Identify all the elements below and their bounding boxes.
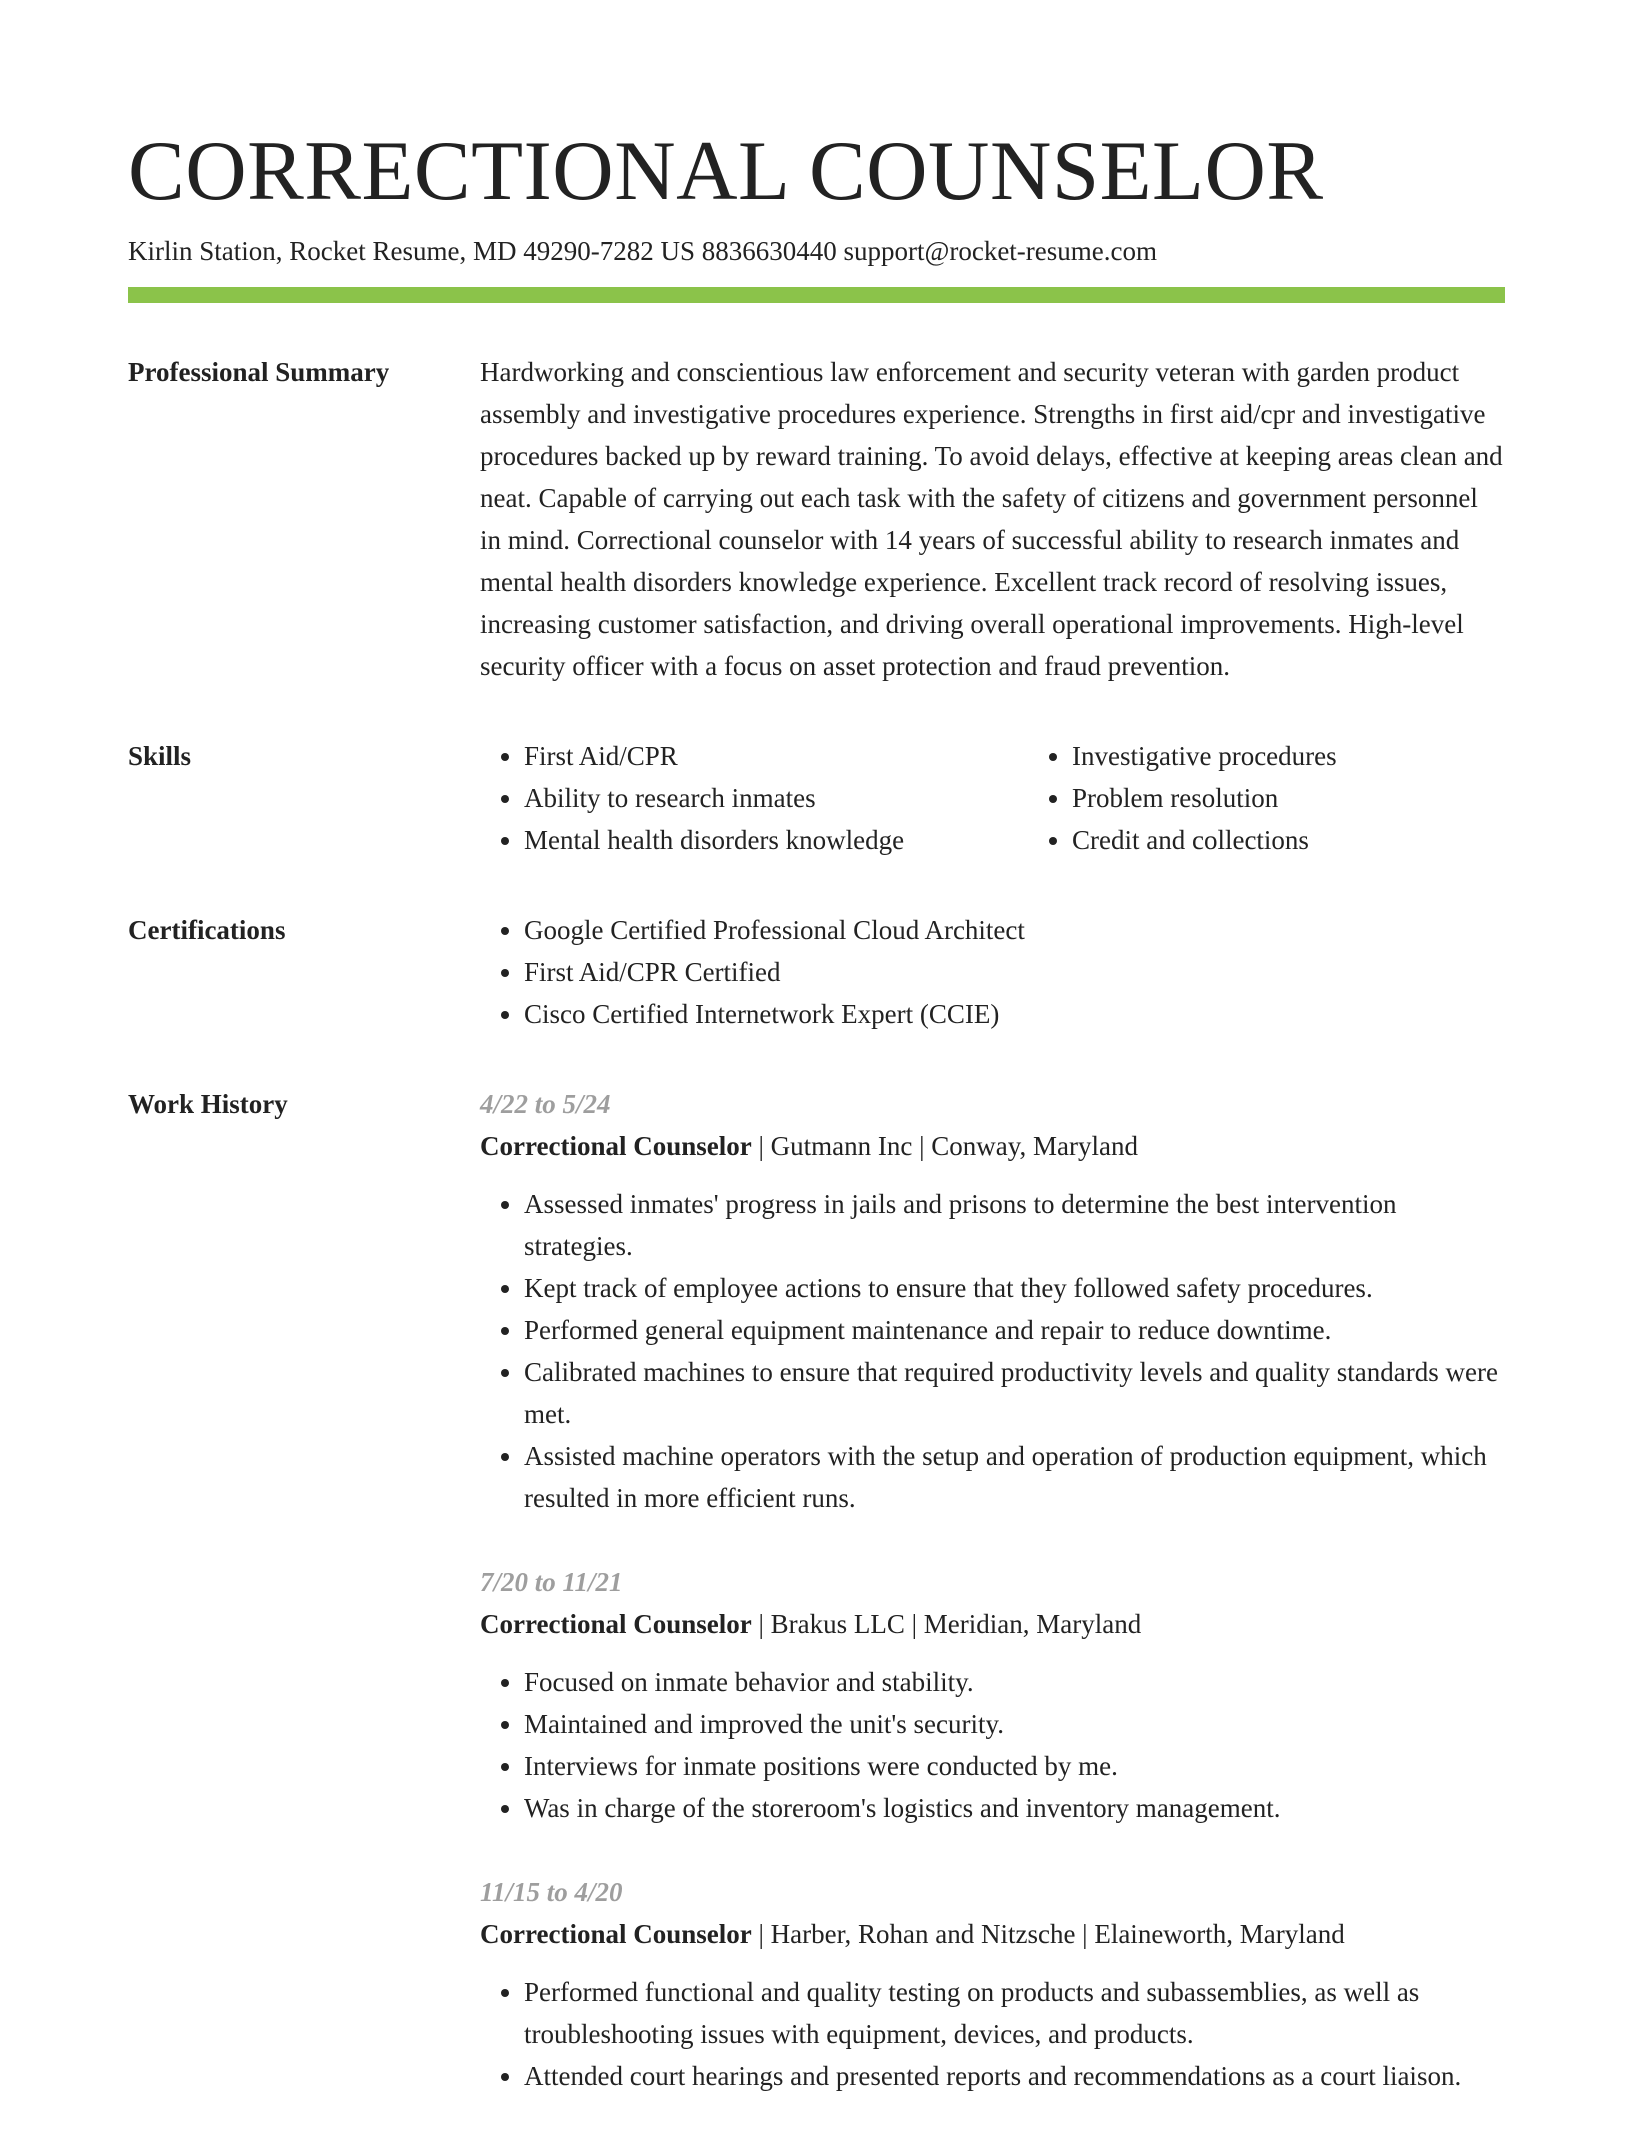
job-header [480,1913,1505,1955]
job-details: | Brakus LLC | Meridian, Maryland [751,1609,1142,1639]
section-title-skills: Skills [128,741,192,771]
job-bullet: • Performed general equipment maintenance and repair to reduce downtime. [524,1309,1505,1351]
skill-item: • Ability to research inmates [524,777,1028,819]
certifications-body [480,909,1505,1035]
job-bullet: • Kept track of employee actions to ensure that they followed safety procedures. [524,1267,1505,1309]
summary-text: Hardworking and conscientious law enforcement and security veteran with garden product assembly and investigative procedures experience. Strengths in first aid/cpr and investigative procedures backed up by reward training. To avoid delays, effective at keeping areas clean and neat. Capable of carrying out each task with the safety of citizens and government personnel in mind. Correctional counselor with 14 years of successful ability to research inmates and mental health disorders knowledge experience. Excellent track record of resolving issues, increasing customer satisfaction, and driving overall operational improvements. High-level security officer with a focus on asset protection and fraud prevention. [480,357,1503,681]
work-history-body [480,1083,1505,2139]
job-bullet: • Interviews for inmate positions were conducted by me. [524,1745,1505,1787]
skills-body [480,735,1505,861]
job-bullets [480,1971,1505,2097]
section-title-summary: Professional Summary [128,357,390,387]
job-bullet: • Calibrated machines to ensure that required productivity levels and quality standards were met. [524,1351,1505,1435]
skill-item: • Investigative procedures [1072,735,1505,777]
job-header [480,1125,1505,1167]
summary-body [480,351,1505,687]
job-bullet: • Performed functional and quality testing on products and subassemblies, as well as troubleshooting issues with equipment, devices, and products. [524,1971,1505,2055]
job-entry [480,1871,1505,2097]
job-title: Correctional Counselor [480,1919,752,1949]
contact-line: Kirlin Station, Rocket Resume, MD 49290-7282 US 8836630440 support@rocket-resume.com [128,236,1157,266]
resume-name: CORRECTIONAL COUNSELOR [128,124,1324,218]
skills-list-left [480,735,1028,861]
certifications-list [480,909,1505,1035]
skill-item: • Mental health disorders knowledge [524,819,1028,861]
skill-item: • Problem resolution [1072,777,1505,819]
job-title: Correctional Counselor [480,1131,752,1161]
certifications-section [128,909,1505,1035]
job-bullets [480,1183,1505,1519]
resume-page [128,0,1505,2139]
job-bullets [480,1661,1505,1829]
job-bullet: • Assisted machine operators with the setup and operation of production equipment, which resulted in more efficient runs. [524,1435,1505,1519]
job-dates: 11/15 to 4/20 [480,1877,623,1907]
skills-section [128,735,1505,861]
skills-list-right [1028,735,1505,861]
job-details: | Gutmann Inc | Conway, Maryland [751,1131,1138,1161]
section-title-work-history: Work History [128,1089,288,1119]
skill-item: • First Aid/CPR [524,735,1028,777]
job-details: | Harber, Rohan and Nitzsche | Elaineworth, Maryland [751,1919,1345,1949]
job-title: Correctional Counselor [480,1609,752,1639]
work-history-section [128,1083,1505,2139]
job-dates: 7/20 to 11/21 [480,1567,623,1597]
summary-section [128,351,1505,687]
certification-item: • Google Certified Professional Cloud Architect [524,909,1505,951]
job-bullet: • Was in charge of the storeroom's logistics and inventory management. [524,1787,1505,1829]
job-entry [480,1083,1505,1519]
section-title-certifications: Certifications [128,915,286,945]
job-bullet: • Maintained and improved the unit's security. [524,1703,1505,1745]
skill-item: • Credit and collections [1072,819,1505,861]
job-bullet: • Attended court hearings and presented reports and recommendations as a court liaison. [524,2055,1505,2097]
job-bullet: • Assessed inmates' progress in jails and prisons to determine the best intervention strategies. [524,1183,1505,1267]
job-bullet: • Focused on inmate behavior and stability. [524,1661,1505,1703]
certification-item: • First Aid/CPR Certified [524,951,1505,993]
job-dates: 4/22 to 5/24 [480,1089,611,1119]
job-entry [480,1561,1505,1829]
job-header [480,1603,1505,1645]
header-divider [128,287,1505,303]
certification-item: • Cisco Certified Internetwork Expert (CCIE) [524,993,1505,1035]
